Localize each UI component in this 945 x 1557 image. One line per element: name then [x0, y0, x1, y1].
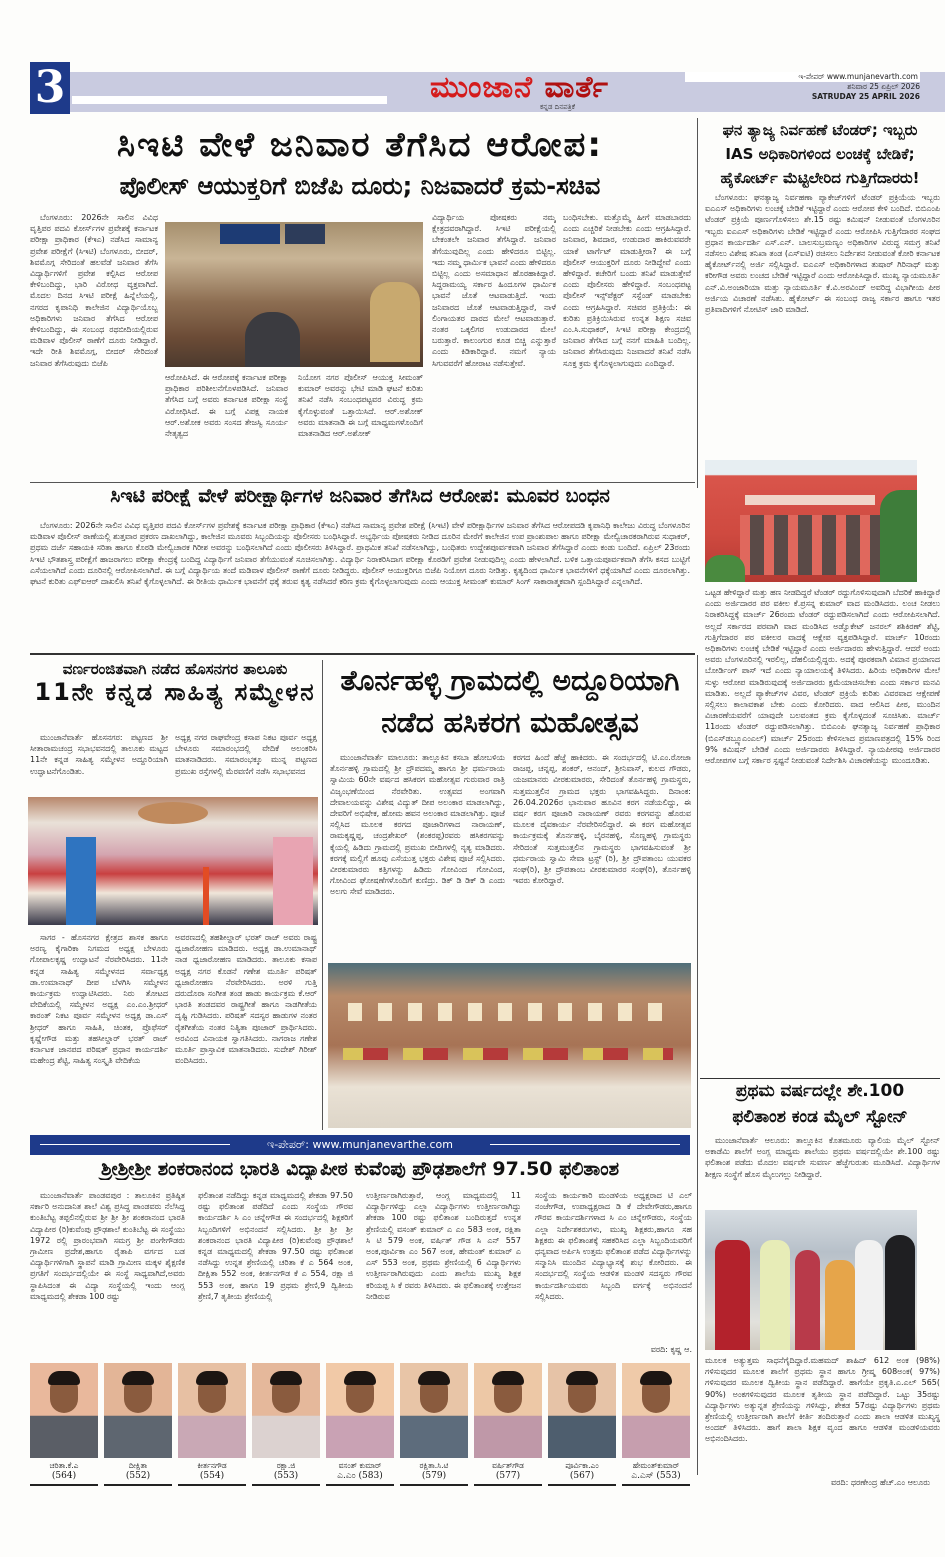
- story3-col2-top: ಅಧ್ಯಕ್ಷ ನಗರ ರಾಘವೇಂದ್ರ ಕಸಾಪ ನಿಕಟ ಪೂರ್ವ ಅಧ್ಯಕ್ಷ ಬೇಳೂರು ಸಮಾರಂಭದಲ್ಲಿ ವೇದಿಕೆ ಅಲಂಕರಿಸಿ ಮಾತನಾಡಿದರು. ಸಮಾರಂಭಕ್ಕೂ ಮುನ್ನ ಪಟ್ಟಣದ ಪ್ರಮುಖ ರಸ್ತೆಗಳಲ್ಲಿ ಮೆರವಣಿಗೆ ನಡೆಸಿ ಸಭಾಭವನದ: [175, 733, 317, 776]
- story5-byline: ವರದಿ: ಕೃಷ್ಣ ಆ.: [650, 1345, 692, 1354]
- student-photo: [622, 1363, 690, 1458]
- student-underline: [622, 1484, 690, 1486]
- story2-body: ಬೆಂಗಳೂರು: 2026ನೇ ಸಾಲಿನ ವಿವಿಧ ವೃತ್ತಿಪರ ಪದವಿ ಕೋರ್ಸ್‌ಗಳ ಪ್ರವೇಶಕ್ಕೆ ಕರ್ನಾಟಕ ಪರೀಕ್ಷಾ ಪ್ರಾಧಿಕಾರ (ಕೆಇಎ) ನಡೆಸಿದ ಸಾಮಾನ್ಯ ಪ್ರವೇಶ ಪರೀಕ್ಷೆ (ಸಿಇಟಿ) ವೇಳೆ ಪರೀಕ್ಷಾರ್ಥಿಗಳ ಜನಿವಾರ ತೆಗೆಸಿದ ಆರೋಪದಡಿ ಕೃಪಾನಿಧಿ ಕಾಲೇಜು ವಿರುದ್ಧ ಬೆಂಗಳೂರಿನ ಮಡಿವಾಳ ಪೊಲೀಸ್ ಠಾಣೆಯಲ್ಲಿ ಶುತ್ತವಾರ ಪ್ರಕರಣ ದಾಖಲಾಗಿದ್ದು, ಕಾಲೇಜಿನ ಮೂವರು ಸಿಬ್ಬಂದಿಯನ್ನು ಪೊಲೀಸರು ಬಂಧಿಸಿದ್ದಾರೆ. ಅಭ್ಯರ್ಥಿಯ ಪೋಷಕರು ನೀಡಿದ ದೂರಿನ ಮೇರೆಗೆ ಕಾಲೇಜಿನ ಉಪ ಪ್ರಾಂಶುಪಾಲ ಹಾಗೂ ಪರೀಕ್ಷಾ ಮೇಲ್ವಿಚಾರಕರಾಗಿರುವ ಸುಧಾಕರ್, ಪ್ರಥಮ ದರ್ಜೆ ಸಹಾಯಕಿ ಸರಿತಾ ಹಾಗೂ ಕೊಠಡಿ ಮೇಲ್ವಿಚಾರಕ ಗಿರೀಶ ಅವರನ್ನು ಬಂಧಿಸಲಾಗಿದೆ ಎಂದು ಪೊಲೀಸರು ತಿಳಿಸಿದ್ದಾರೆ. ಪ್ರಾಥಮಿಕ ತನಿಖೆ ನಡೆಸಲಾಗಿದ್ದು, ಬಂಧಿತರು ಉದ್ದೇಶಪೂರ್ವಕವಾಗಿ ಜನಿವಾರ ತೆಗೆಸಿದ್ದಾರೆ ಎಂದು ಕಂಡು ಬಂದಿದೆ. ಏಪ್ರಿಲ್ 23ರಂದು ಸಿಇಟಿ ಭೌತಶಾಸ್ತ್ರ ಪರೀಕ್ಷೆಗೆ ಹಾಜರಾಗಲು ಪರೀಕ್ಷಾ ಕೇಂದ್ರಕ್ಕೆ ಬಂದಿದ್ದ ವಿದ್ಯಾರ್ಥಿಗೆ ಜನಿವಾರ ತೆಗೆಯುವಂತೆ ಸೂಚಿಸಲಾಗಿತ್ತು. ವಿದ್ಯಾರ್ಥಿ ನಿರಾಕರಿಸಿದಾಗ ಪರೀಕ್ಷಾ ಕೊಠಡಿಗೆ ಪ್ರವೇಶ ನೀಡುವುದಿಲ್ಲ ಎಂದು ಹೇಳಲಾಗಿದೆ. ಬಳಿಕ ಒತ್ತಾಯಪೂರ್ವಕವಾಗಿ ತೆಗೆಸಿ ಕಸದ ಬುಟ್ಟಿಗೆ ಎಸೆಯಲಾಗಿದೆ ಎಂದು ದೂರಿನಲ್ಲಿ ಆರೋಪಿಸಲಾಗಿದೆ. ಈ ಬಗ್ಗೆ ವಿದ್ಯಾರ್ಥಿಯ ತಂದೆ ಮಡಿವಾಳ ಪೊಲೀಸ್ ಠಾಣೆಗೆ ದೂರು ನೀಡಿದ್ದರು. ಪೊಲೀಸ್ ಆಯುಕ್ತರಿಗೂ ಬಿಜೆಪಿ ನಿಯೋಗ ದೂರು ನೀಡಿತ್ತು. ಕೃತ್ಯದಿಂದ ಧಾರ್ಮಿಕ ಭಾವನೆಗಳಿಗೆ ಧಕ್ಕೆಯಾಗಿದೆ ಎಂದು ದೂರಲಾಗಿತ್ತು. ಘಟನೆ ಕುರಿತು ಎಫ್‌ಐಆರ್ ದಾಖಲಿಸಿ ತನಿಖೆ ಕೈಗೊಳ್ಳಲಾಗಿದೆ. ಈ ರೀತಿಯ ಧಾರ್ಮಿಕ ಭಾವನೆಗೆ ಧಕ್ಕೆ ತರುವ ಕೃತ್ಯ ನಡೆಸಿದರೆ ಕಠಿಣ ಕ್ರಮ ಕೈಗೊಳ್ಳಲಾಗುವುದು ಎಂದು ಆಯುಕ್ತ ಸೀಮಂತ್ ಕುಮಾರ್ ಸಿಂಗ್ ಸಾಕಾರಾತ್ಮಕವಾಗಿ ಸ್ಪಂದಿಸಿದ್ದಾರೆ ಎನ್ನಲಾಗಿದೆ.: [30, 521, 690, 587]
- student-score: ಎ.ಎಂ (583): [337, 1471, 383, 1481]
- right-story2-headline: ಪ್ರಥಮ ವರ್ಷದಲ್ಲೇ ಶೇ.100 ಫಲಿತಾಂಶ ಕಂಡ ಮೈಲ್ ಸ್ಟೋನ್: [732, 1081, 908, 1127]
- student-name: ರಕ್ಷಿತಾ.ಸಿ.ಟಿ: [419, 1461, 449, 1470]
- section-divider: [30, 653, 695, 655]
- student-score: (554): [199, 1471, 225, 1481]
- student-score: (552): [125, 1471, 151, 1481]
- student-score: (577): [495, 1471, 521, 1481]
- lead-col3: ನಿಯೋಗ ನಗರ ಪೊಲೀಸ್ ಆಯುಕ್ತ ಸೀಮಂತ್ ಕುಮಾರ್ ಅವರನ್ನು ಭೇಟಿ ಮಾಡಿ ಘಟನೆ ಕುರಿತು ತನಿಖೆ ನಡೆಸಿ ಸಂಬಂಧಪಟ್ಟವರ ವಿರುದ್ಧ ಕ್ರಮ ಕೈಗೊಳ್ಳುವಂತೆ ಒತ್ತಾಯಿಸಿದೆ. ಆರ್.ಅಶೋಕ್ ಅವರು ಮಾತನಾಡಿ ಈ ಬಗ್ಗೆ ಮಾಧ್ಯಮಗಳೊಂದಿಗೆ ಮಾತನಾಡಿದ ಆರ್.ಅಶೋಕ್: [298, 373, 423, 439]
- story4-col1: ಮುಂಜಾನೆವಾರ್ತೆ ಮಾಲೂರು: ತಾಲ್ಲೂಕಿನ ಕಸಬಾ ಹೋಬಳಿಯ ತೊರ್ನಹಳ್ಳಿ ಗ್ರಾಮದಲ್ಲಿ ಶ್ರೀ ದ್ರೌಪದಮ್ಮ ಹಾಗೂ ಶ್ರೀ ಧರ್ಮರಾಯ ಸ್ವಾಮಿಯ 60ನೇ ವರ್ಷದ ಹಸಿಕರಗ ಮಹೋತ್ಸವ ಗುರುವಾರ ರಾತ್ರಿ ವಿಜೃಂಭಣೆಯಿಂದ ನೆರವೇರಿತು. ಉತ್ಸವದ ಅಂಗವಾಗಿ ದೇವಾಲಯವನ್ನು ವಿಶೇಷ ವಿದ್ಯುತ್ ದೀಪ ಅಲಂಕಾರ ಮಾಡಲಾಗಿದ್ದು, ದೇವರಿಗೆ ಅಭಿಷೇಕ, ಹೋಮ ಹವನ ಅಲಂಕಾರ ಮಾಡಲಾಗಿತ್ತು. ಪೂಜೆ ಸಲ್ಲಿಸಿದ ಮೂಲಕ ಕರಗದ ಪೂಜಾರಿಗಳಾದ ನಾರಾಯಣ್, ರಾಮಕೃಷ್ಣಪ್ಪ, ಚಂದ್ರಶೇಖರ್ (ಶಂಕರಪ್ಪ)ರವರು ಹಸಿಕರಗವನ್ನು ಕೈಯಲ್ಲಿ ಹಿಡಿದು ಗ್ರಾಮದಲ್ಲಿ ಪ್ರಮುಖ ಬೀದಿಗಳಲ್ಲಿ ನೃತ್ಯ ಮಾಡಿದರು. ಕರಗಕ್ಕೆ ಮಲ್ಲಿಗೆ ಹೂವು ಎಸೆಯುತ್ತ ಭಕ್ತರು ವಿಶೇಷ ಪೂಜೆ ಸಲ್ಲಿಸಿದರು. ವೀರಕುಮಾರರು ಕತ್ತಿಗಳನ್ನು ಹಿಡಿದು ಗೋವಿಂದ ಗೋವಿಂದ, ಗೋವಿಂದ ಘೋಷಣೆಗಳೊಂದಿಗೆ ಕುಣಿದ್ರು. ಡಿಕ್ ಡಿ ಡಿಕ್ ಡಿ ಎಂದು ಅಲಗು ಸೇವೆ ಮಾಡಿದರು.: [330, 753, 505, 897]
- story5-headline: ಶ್ರೀಶ್ರೀಶ್ರೀ ಶಂಕರಾನಂದ ಭಾರತಿ ವಿದ್ಯಾಪೀಠ ಕುವೆಂಪು ಪ್ರೌಢಶಾಲೆಗೆ 97.50 ಫಲಿತಾಂಶ: [100, 1158, 620, 1180]
- logo-part1: ಮುಂಜಾನೆ: [430, 70, 533, 105]
- story5-col4: ಸಂಸ್ಥೆಯ ಕಾರ್ಯಕಾರಿ ಮಂಡಳಿಯ ಅಧ್ಯಕ್ಷರಾದ ಟಿ ಎಲ್ ನಂಜೇಗೌಡ, ಉಪಾಧ್ಯಕ್ಷರಾದ ಡಿ ಕೆ ದೇವೇಗೌಡರು,ಹಾಗೂ ಗೌರವ ಕಾರ್ಯದರ್ಶಿಗಳಾದ ಸಿ ಎಂ ಚನ್ನೇಗೌಡರು, ಸಂಸ್ಥೆಯ ಎಲ್ಲಾ ನಿರ್ದೇಶಕರುಗಳು, ಮುಖ್ಯ ಶಿಕ್ಷಕರು,ಹಾಗೂ ಸಹ ಶಿಕ್ಷಕರು ಈ ಫಲಿತಾಂಶಕ್ಕೆ ಸಹಕರಿಸಿದ ಎಲ್ಲಾ ಸಿಬ್ಬಂದಿಯವರಿಗೆ ಧನ್ಯವಾದ ಅರ್ಪಿಸಿ ಉತ್ತಮ ಫಲಿತಾಂಶ ಪಡೆದ ವಿದ್ಯಾರ್ಥಿಗಳನ್ನು ಸನ್ಮಾನಿಸಿ ಮುಂದಿನ ವಿದ್ಯಾಭ್ಯಾಸಕ್ಕೆ ಶುಭ ಕೋರಿದರು. ಈ ಸಂದರ್ಭದಲ್ಲಿ ಸಂಸ್ಥೆಯ ಆಡಳಿತ ಮಂಡಳಿ ಸದಸ್ಯರು ಗೌರವ ಕಾರ್ಯದರ್ಶಿಯವರು ಸಿಬ್ಬಂದಿ ವರ್ಗಕ್ಕೆ ಅಭಿನಂದನೆ ಸಲ್ಲಿಸಿದರು.: [535, 1191, 692, 1301]
- student-underline: [400, 1484, 468, 1486]
- right-story-body: ಬೆಂಗಳೂರು: ಘನತ್ಯಾಜ್ಯ ನಿರ್ವಹಣಾ ಪ್ಯಾಕೇಜ್‌ಗಳಿಗೆ ಟೆಂಡರ್ ಪ್ರಕ್ರಿಯೆಯ ಇಬ್ಬರು ಐಎಎಸ್ ಅಧಿಕಾರಿಗಳು ಲಂಚಕ್ಕೆ ಬೇಡಿಕೆ ಇಟ್ಟಿದ್ದಾರೆ ಎಂದು ಆರೋಪ ಕೇಳಿ ಬಂದಿದೆ. ಬಿಬಿಎಂಪಿ ಟೆಂಡರ್ ಪ್ರಕ್ರಿಯೆ ಪೂರ್ಣಗೊಳಿಸಲು ಶೇ.15 ರಷ್ಟು ಕಮಿಷನ್ ನೀಡುವಂತೆ ಬೆಂಗಳೂರಿನ ಇಬ್ಬರು ಐಎಎಸ್ ಅಧಿಕಾರಿಗಳು ಬೇಡಿಕೆ ಇಟ್ಟಿದ್ದಾರೆ ಎಂದು ಆರೋಪಿಸಿ ಗುತ್ತಿಗೆದಾರರ ಸಂಘದ ಪ್ರಧಾನ ಕಾರ್ಯದರ್ಶಿ ಎಸ್.ಎನ್. ಬಾಲಸುಬ್ರಮಣ್ಯಂ ಅಧಿಕಾರಿಗಳ ವಿರುದ್ಧ ಸಮಗ್ರ ತನಿಖೆ ನಡೆಸಲು ವಿಶೇಷ ತನಿಖಾ ತಂಡ (ಎಸ್‌ಐಟಿ) ರಚಿಸಲು ನಿರ್ದೇಶನ ನೀಡುವಂತೆ ಕೋರಿ ಕರ್ನಾಟಕ ಹೈಕೋರ್ಟ್‌ನಲ್ಲಿ ಅರ್ಜಿ ಸಲ್ಲಿಸಿದ್ದಾರೆ. ಐಎಎಸ್ ಅಧಿಕಾರಿಗಳಾದ ತುಷಾರ್ ಗಿರಿನಾಥ್ ಮತ್ತು ಕರೀಗೌಡ ಅವರು ಲಂಚದ ಬೇಡಿಕೆ ಇಟ್ಟಿದ್ದಾರೆ ಎಂದು ಆರೋಪಿಸಿದ್ದಾರೆ. ಮುಖ್ಯ ನ್ಯಾಯಮೂರ್ತಿ ಎನ್.ವಿ.ಅಂಜಾರಿಯಾ ಮತ್ತು ನ್ಯಾಯಮೂರ್ತಿ ಕೆ.ವಿ.ಅರವಿಂದ್ ಅವರಿದ್ದ ವಿಭಾಗೀಯ ಪೀಠ ಅರ್ಜಿಯ ವಿಚಾರಣೆ ನಡೆಸಿತು. ಹೈಕೋರ್ಟ್ ಈ ಸಂಬಂಧ ರಾಜ್ಯ ಸರ್ಕಾರ ಹಾಗೂ ಇತರ ಪ್ರತಿವಾದಿಗಳಿಗೆ ನೋಟಿಸ್ ಜಾರಿ ಮಾಡಿದೆ.: [705, 193, 940, 315]
- student-photo: [104, 1363, 172, 1458]
- page-number: 3: [30, 62, 70, 114]
- student-card: [178, 1363, 246, 1486]
- student-card: [548, 1363, 616, 1486]
- lead-subheadline: ಪೊಲೀಸ್ ಆಯುಕ್ತರಿಗೆ ಬಿಜೆಪಿ ದೂರು; ನಿಜವಾದರೆ ಕ್ರಮ-ಸಚಿವ: [119, 172, 601, 200]
- student-score: (579): [421, 1471, 447, 1481]
- column-divider: [697, 655, 698, 1475]
- website-link[interactable]: ಇ-ಪೇಪರ್ www.munjanevarth.com: [685, 72, 920, 82]
- story3-col1-bottom: ಸಾಗರ - ಹೊಸನಗರ ಕ್ಷೇತ್ರದ ಶಾಸಕ ಹಾಗೂ ಅರಣ್ಯ ಕೈಗಾರಿಕಾ ನಿಗಮದ ಅಧ್ಯಕ್ಷ ಬೇಳೂರು ಗೋಪಾಲಕೃಷ್ಣ ಉದ್ಘಾಟನೆ ನೆರವೇರಿಸಿದರು. 11ನೇ ಕನ್ನಡ ಸಾಹಿತ್ಯ ಸಮ್ಮೇಳನದ ಸರ್ವಾಧ್ಯಕ್ಷ ಡಾ.ಉಮಾನಾಥ್ ದೀಪ ಬೆಳಗಿಸಿ ಸಮ್ಮೇಳನ ಕಾರ್ಯಕ್ರಮ ಉದ್ಘಾಟಿಸಿದರು. ನಿರು ತೋಟದ ವೇದಿಕೆಯಲ್ಲಿ ಸಮ್ಮೇಳನ ಅಧ್ಯಕ್ಷ ಎಂ.ಎಂ.ಶ್ರೀಧರ್ ಕಾರಂತ್ ನಿಕಟ ಪೂರ್ವ ಸಮ್ಮೇಳನ ಅಧ್ಯಕ್ಷ ಡಾ.ಎಸ್ ಶ್ರೀಧರ್ ಹಾಗೂ ಸಾಹಿತಿ, ಚಿಂತಕ, ಪ್ರೊಫೆಸರ್ ಕೃಷ್ಣೇಗೌಡ ಮತ್ತು ತಹಸೀಲ್ದಾರ್ ಭರತ್ ರಾಜ್ ಕರ್ನಾಟಕ ಜಾನಪದ ಪರಿಷತ್ ಪ್ರಧಾನ ಕಾರ್ಯದರ್ಶಿ ಮಹೇಂದ್ರ ಶೆಟ್ಟಿ, ಸಾಹಿತ್ಯ ಸಂಸ್ಕೃತಿ ವೇದಿಕೆಯ: [30, 933, 168, 1066]
- student-photo: [548, 1363, 616, 1458]
- student-card: [104, 1363, 172, 1486]
- logo-part2: ವಾರ್ತೆ: [544, 70, 609, 105]
- student-card: [30, 1363, 98, 1486]
- photo-milestone-felicitation: [705, 1210, 917, 1350]
- student-underline: [326, 1484, 394, 1486]
- photo-bjp-delegation: [165, 222, 423, 367]
- student-name: ರಕ್ಷಾ.ಜಿ: [276, 1461, 296, 1470]
- date-kannada: ಶನಿವಾರ 25 ಏಪ್ರಿಲ್ 2026: [847, 82, 920, 91]
- lead-col2: ಆರೋಪಿಸಿದೆ. ಈ ಆರೋಪಕ್ಕೆ ಕರ್ನಾಟಕ ಪರೀಕ್ಷಾ ಪ್ರಾಧಿಕಾರ ಪರಿಶೀಲನೆಗೊಳಪಡಿಸಿದೆ. ಜನಿವಾರ ತೆಗೆಸಿದ ಬಗ್ಗೆ ಅವರು ಕರ್ನಾಟಕ ಪರೀಕ್ಷಾ ಸಂಸ್ಥೆ ವಿರೋಧಿಸಿದೆ. ಈ ಬಗ್ಗೆ ವಿಪಕ್ಷ ನಾಯಕ ಆರ್.ಅಶೋಕ ಅವರು ಸಂಸದ ತೇಜಸ್ವಿ ಸೂರ್ಯ ನೇತೃತ್ವದ: [165, 373, 288, 439]
- student-underline: [30, 1484, 98, 1486]
- lead-col5: ಬಂಧಿಸಬೇಕು. ಮತ್ತೊಮ್ಮೆ ಹೀಗೆ ಮಾಡಬಾರದು ಎಂದು ಎಚ್ಚರಿಕೆ ನೀಡಬೇಕು ಎಂದು ಆಗ್ರಹಿಸಿದ್ದಾರೆ. ಜನಿವಾರ, ಶಿವದಾರ, ಉಡುದಾರ ಹಾಕಿರುವವರೇ ಯಾಕೆ ಟಾರ್ಗೆಟ್ ಮಾಡುತ್ತೀರಾ? ಈ ಬಗ್ಗೆ ಪೊಲೀಸ್ ಆಯುಕ್ತರಿಗೆ ದೂರು ನೀಡಿದ್ದೇವೆ ಎಂದು ಹೇಳಿದ್ದಾರೆ. ಕಚೇರಿಗೆ ಬಂದು ತನಿಖೆ ಮಾಡುತ್ತೇವೆ ಎಂದು ಪೊಲೀಸರು ಹೇಳಿದ್ದಾರೆ. ಸಂಬಂಧಪಟ್ಟ ಪೊಲೀಸ್ ಇನ್ಸ್‌ಪೆಕ್ಟರ್ ಸಸ್ಪೆಂಡ್ ಮಾಡಬೇಕು ಎಂದು ಆಗ್ರಹಿಸಿದ್ದಾರೆ. ಸಚಿವರ ಪ್ರತಿಕ್ರಿಯೆ: ಈ ಕುರಿತು ಪ್ರತಿಕ್ರಿಯಿಸಿರುವ ಉನ್ನತ ಶಿಕ್ಷಣ ಸಚಿವ ಎಂ.ಸಿ.ಸುಧಾಕರ್, ಸಿಇಟಿ ಪರೀಕ್ಷಾ ಕೇಂದ್ರದಲ್ಲಿ ಜನಿವಾರ ತೆಗೆಸಿದ ಬಗ್ಗೆ ನನಗೆ ಮಾಹಿತಿ ಬಂದಿಲ್ಲ. ಜನಿವಾರ ತೆಗೆಸಿರುವುದು ನಿಜವಾದರೆ ತನಿಖೆ ನಡೆಸಿ ಸೂಕ್ತ ಕ್ರಮ ಕೈಗೊಳ್ಳಲಾಗುವುದು ಎಂದಿದ್ದಾರೆ.: [563, 213, 691, 368]
- lead-headline: ಸಿಇಟಿ ವೇಳೆ ಜನಿವಾರ ತೆಗೆಸಿದ ಆರೋಪ:: [117, 125, 603, 165]
- right-story2-body: ಮುಂಜಾನೆವಾರ್ತೆ ಆಲೂರು: ತಾಲ್ಲೂಕಿನ ಕೊತಮೂರು ವ್ಯಾಲಿಯ ಮೈಲ್ ಸ್ಟೋನ್ ಅಕಾಡೆಮಿ ಶಾಲೆಗೆ ಅಂಗ್ಲ ಮಾಧ್ಯಮ ಶಾಲೆಯು ಪ್ರಥಮ ವರ್ಷದಲ್ಲಿಯೇ ಶೇ.100 ರಷ್ಟು ಫಲಿತಾಂಶ ಪಡೆದು ಮೊದಲ ವರ್ಷವೇ ಸುವರ್ಣ ಹೆಜ್ಜೆಗುರುತು ಮೂಡಿಸಿದೆ. ವಿದ್ಯಾರ್ಥಿಗಳ ಶೀಕ್ಷಣ ಸಂಸ್ಥೆಗೆ ಹೊಸ ಮೈಲುಗಲ್ಲು ನೀಡಿದ್ದಾರೆ.: [705, 1136, 940, 1179]
- story2-headline: ಸಿಇಟಿ ಪರೀಕ್ಷೆ ವೇಳೆ ಪರೀಕ್ಷಾರ್ಥಿಗಳ ಜನಿವಾರ ತೆಗೆಸಿದ ಆರೋಪ: ಮೂವರ ಬಂಧನ: [110, 485, 610, 507]
- student-card: [622, 1363, 690, 1486]
- column-divider: [697, 118, 698, 488]
- story5-col1: ಮುಂಜಾನೆವಾರ್ತೆ ಪಾಂಡವಪುರ : ತಾಲೂಕಿನ ಪ್ರತಿಷ್ಠಿತ ಸರ್ಕಾರಿ ಅನುದಾನಿತ ಶಾಲೆ ವಿಶ್ವ ಪ್ರಸಿದ್ಧ ಪಾಂಡವರು ನೆಲೆಸಿದ್ದ ಕುಂತಿಬೆಟ್ಟ ತಪ್ಪಲಿನಲ್ಲಿರುವ ಶ್ರೀ ಶ್ರೀ ಶ್ರೀ ಶಂಕರಾನಂದ ಭಾರತಿ ವಿದ್ಯಾಪೀಠ (ರಿ)ಕುವೆಂಪು ಪ್ರೌಢಶಾಲೆ ಕುಂತಿಬೆಟ್ಟ ಈ ಸಂಸ್ಥೆಯು 1972 ರಲ್ಲಿ ಪ್ರಾರಂಭವಾಗಿ ಸಮಗ್ರ ಶ್ರೀ ಪಂಗೇಗೌಡರು ಗ್ರಾಮೀಣ ಪ್ರದೇಶ,ಹಾಗೂ ರೈತಾಪಿ ವರ್ಗದ ಬಡ ವಿದ್ಯಾರ್ಥಿಗಳಿಗಾಗಿ ಸ್ಥಾಪನೆ ಮಾಡಿ ಗ್ರಾಮೀಣ ಮಕ್ಕಳ ಶೈಕ್ಷಣಿಕ ಪ್ರಗತಿಗೆ ಸಂದರ್ಭದಲ್ಲಿಯೇ ಈ ಸಂಸ್ಥೆ ಸಾಧ್ಯವಾಗಿದೆ,ಅವರು ಸ್ಥಾಪಿಸಿದಂತ ಈ ವಿದ್ಯಾ ಸಂಸ್ಥೆಯಲ್ಲಿ ಇಂದು ಆಂಗ್ಲ ಮಾಧ್ಯಮದಲ್ಲಿ ಶೇಕಡಾ 100 ರಷ್ಟು: [30, 1191, 185, 1301]
- story4-headline: ತೊರ್ನಹಳ್ಳಿ ಗ್ರಾಮದಲ್ಲಿ ಅದ್ದೂರಿಯಾಗಿ ನಡೆದ ಹಸಿಕರಗ ಮಹೋತ್ಸವ: [340, 664, 680, 739]
- student-name: ಕೀರ್ತನಗೌಡ: [197, 1461, 227, 1470]
- student-card: [400, 1363, 468, 1486]
- story3-headline: ವರ್ಣರಂಜಿತವಾಗಿ ನಡೆದ ಹೊಸನಗರ ತಾಲೂಕು 11ನೇ ಕನ್ನಡ ಸಾಹಿತ್ಯ ಸಮ್ಮೇಳನ: [34, 660, 316, 706]
- right-story-body-continued: ಒಟ್ಟಡ ಹೇಳಿದ್ದಾರೆ ಮತ್ತು ಹಣ ನೀಡದಿದ್ದರೆ ಟೆಂಡರ್ ರದ್ದುಗೊಳಿಸುವುದಾಗಿ ಬೆದರಿಕೆ ಹಾಕಿದ್ದಾರೆ ಎಂದು ಅರ್ಜಿದಾರರ ಪರ ವಕೀಲ ಕೆ.ಪ್ರಸನ್ನ ಕುಮಾರ್ ವಾದ ಮಂಡಿಸಿದರು. ಲಂಚ ನೀಡಲು ನಿರಾಕರಿಸಿದ್ದಕ್ಕೆ ಮಾರ್ಚ್ 26ರಂದು ಟೆಂಡರ್ ರದ್ದುಪಡಿಸಲಾಗಿದೆ ಎಂದು ಆರೋಪಿಸಲಾಗಿದೆ. ಅಲ್ಲದೆ ಸರ್ಕಾರದ ಪರವಾಗಿ ವಾದ ಮಂಡಿಸಿದ ಅಡ್ವೊಕೇಟ್ ಜನರಲ್ ಶಶಿಕಿರಣ್ ಶೆಟ್ಟಿ, ಗುತ್ತಿಗೆದಾರರ ಪರ ವಕೀಲರ ವಾದಕ್ಕೆ ಆಕ್ಷೇಪ ವ್ಯಕ್ತಪಡಿಸಿದ್ದಾರೆ. ಮಾರ್ಚ್ 10ರಂದು ಅಧಿಕಾರಿಗಳು ಲಂಚಕ್ಕೆ ಬೇಡಿಕೆ ಇಟ್ಟಿದ್ದಾರೆ ಎಂದು ಅರ್ಜಿದಾರರು ಹೇಳುತ್ತಿದ್ದಾರೆ. ಆದರೆ ಅಂದು ಅವರು ಬೆಂಗಳೂರಿನಲ್ಲಿ ಇರಲಿಲ್ಲ, ದೆಹಲಿಯಲ್ಲಿದ್ದರು. ಅದಕ್ಕೆ ಪೂರಕವಾಗಿ ವಿಮಾನ ಪ್ರಯಾಣದ ಬೋರ್ಡಿಂಗ್ ಪಾಸ್ ಇದೆ ಎಂದು ನ್ಯಾಯಾಲಯಕ್ಕೆ ತಿಳಿಸಿದರು. ಹಿರಿಯ ಅಧಿಕಾರಿಗಳ ಮೇಲೆ ಸುಳ್ಳು ಆರೋಪ ಮಾಡಿರುವುದಕ್ಕೆ ಅರ್ಜಿದಾರರು ಕ್ಷಮೆಯಾಚಿಸಬೇಕು ಎಂದು ಸರ್ಕಾರ ಮನವಿ ಮಾಡಿತು. ಅಲ್ಲದೆ ಪ್ಯಾಕೇಜ್‌ಗಳ ವಿವರ, ಟೆಂಡರ್ ಪ್ರಕ್ರಿಯೆ ಕುರಿತು ವಿವರವಾದ ಆಕ್ಷೇಪಣೆ ಸಲ್ಲಿಸಲು ಕಾಲಾವಕಾಶ ಬೇಕು ಎಂದು ಕೋರಿದರು. ವಾದ ಆಲಿಸಿದ ಪೀಠ, ಮುಂದಿನ ವಿಚಾರಣೆಯವರೆಗೆ ಯಾವುದೇ ಬಲವಂತದ ಕ್ರಮ ಕೈಗೊಳ್ಳದಂತೆ ಸೂಚಿಸಿತು. ಮಾರ್ಚ್ 11ರಂದು ಟೆಂಡರ್ ರದ್ದುಪಡಿಸಲಾಗಿತ್ತು. ಬಿಬಿಎಂಪಿ ಘನತ್ಯಾಜ್ಯ ನಿರ್ವಹಣೆ ಪ್ರಾಧಿಕಾರ (ಬಿಎಸ್‌ಡಬ್ಲ್ಯೂಎಂಎಲ್) ಮಾರ್ಚ್ 25ರಂದು ಕೇಳಿಸಲಾದ ಪ್ರಮಾಣಪತ್ರದಲ್ಲಿ 15% ರಿಂದ 9% ಕಮಿಷನ್ ಬೇಡಿಕೆ ಎಂದು ಅರ್ಜಿದಾರರು ತಿಳಿಸಿದ್ದಾರೆ. ನ್ಯಾಯಪೀಠವು ಅರ್ಜಿದಾರರ ಆರೋಪಗಳ ಬಗ್ಗೆ ಸರ್ಕಾರ ಸ್ಪಷ್ಟನೆ ನೀಡುವಂತೆ ನಿರ್ದೇಶಿಸಿ ವಿಚಾರಣೆಯನ್ನು ಮುಂದೂಡಿತು.: [705, 588, 940, 766]
- student-name: ದೀಕ್ಷಿತಾ: [128, 1461, 148, 1470]
- logo-subtitle: ಕನ್ನಡ ದಿನಪತ್ರಿಕೆ: [540, 103, 576, 111]
- student-name: ವಸಂತ್ ಕುಮಾರ್: [338, 1461, 382, 1470]
- student-photo: [326, 1363, 394, 1458]
- lead-col4: ವಿದ್ಯಾರ್ಥಿಯ ಪೋಷಕರು ನಮ್ಮ ಕ್ಷೇತ್ರದವರಾಗಿದ್ದಾರೆ. ಸಿಇಟಿ ಪರೀಕ್ಷೆಯಲ್ಲಿ ಬೇಕಂತಲೇ ಜನಿವಾರ ತೆಗೆಸಿದ್ದಾರೆ. ಜನಿವಾರ ತೆಗೆಯುವುದಿಲ್ಲ ಎಂದು ಹೇಳಿದರೂ ಬಿಟ್ಟಿಲ್ಲ. ಇದು ನಮ್ಮ ಧಾರ್ಮಿಕ ಭಾವನೆ ಎಂದು ಹೇಳಿದರೂ ಬಿಟ್ಟಿಲ್ಲ ಎಂದು ಅಸಮಾಧಾನ ಹೊರಹಾಕಿದ್ದಾರೆ. ಸಿದ್ದರಾಮಯ್ಯ ಸರ್ಕಾರ ಹಿಂದೂಗಳ ಧಾರ್ಮಿಕ ಭಾವನೆ ಜೊತೆ ಆಟವಾಡುತ್ತಿದೆ. ಇಂದು ಜನಿವಾರದ ಜೊತೆ ಆಟವಾಡುತ್ತಿದ್ದಾರೆ, ನಾಳೆ ಲಿಂಗಾಯತರ ದಾರದ ಮೇಲೆ ಆಟವಾಡುತ್ತಾರೆ. ನಂತರ ಒಕ್ಕಲಿಗರ ಉಡುದಾರದ ಮೇಲೆ ಬರುತ್ತಾರೆ. ಕಾಲುಂಗುರ ಕೂಡ ಬಿಚ್ಚಿ ಎನ್ನುತ್ತಾರೆ ಎಂದು ಕಿಡಿಕಾರಿದ್ದಾರೆ. ನಮಗೆ ನ್ಯಾಯ ಸಿಗುವವರೆಗೆ ಹೋರಾಟ ನಡೆಸುತ್ತೇವೆ.: [432, 213, 556, 368]
- student-card: [326, 1363, 394, 1486]
- student-photo: [30, 1363, 98, 1458]
- student-photo: [252, 1363, 320, 1458]
- student-photo: [400, 1363, 468, 1458]
- student-underline: [178, 1484, 246, 1486]
- student-score: (553): [273, 1471, 299, 1481]
- epaper-url[interactable]: ಇ-ಪೇಪರ್: www.munjanevarthe.com: [267, 1138, 453, 1151]
- lead-col1: ಬೆಂಗಳೂರು: 2026ನೇ ಸಾಲಿನ ವಿವಿಧ ವೃತ್ತಿಪರ ಪದವಿ ಕೋರ್ಸ್‌ಗಳ ಪ್ರವೇಶಕ್ಕೆ ಕರ್ನಾಟಕ ಪರೀಕ್ಷಾ ಪ್ರಾಧಿಕಾರ (ಕೆಇಎ) ನಡೆಸಿದ ಸಾಮಾನ್ಯ ಪ್ರವೇಶ ಪರೀಕ್ಷೆಗೆ (ಸಿಇಟಿ) ಬೆಂಗಳೂರು, ಬೀದರ್, ಶಿವಮೊಗ್ಗ ಸೇರಿದಂತೆ ಹಲವೆಡೆ ಜನಿವಾರ ತೆಗೆಸಿ ವಿದ್ಯಾರ್ಥಿಗಳಿಗೆ ಪ್ರವೇಶ ಕಲ್ಪಿಸಿದ ಆರೋಪ ಕೇಳಿಬಂದಿದ್ದು, ಭಾರಿ ವಿರೋಧ ವ್ಯಕ್ತವಾಗಿದೆ. ಮೊದಲ ದಿನದ ಸಿಇಟಿ ಪರೀಕ್ಷೆ ಹಿನ್ನೆಲೆಯಲ್ಲಿ, ನಗರದ ಕೃಪಾನಿಧಿ ಕಾಲೇಜಿನ ವಿದ್ಯಾರ್ಥಿಯೊಬ್ಬ ಅಧಿಕಾರಿಗಳು ಜನಿವಾರ ತೆಗೆಸಿದ ಆರೋಪ ಕೇಳಿಬಂದಿದ್ದು, ಈ ಸಂಬಂಧ ರಥಬೀದಿಯಲ್ಲಿರುವ ಮಡಿವಾಳ ಪೊಲೀಸ್ ಠಾಣೆಗೆ ದೂರು ನೀಡಿದ್ದಾರೆ. ಇದೇ ರೀತಿ ಶಿವಮೊಗ್ಗ, ಬೀದರ್ ಸೇರಿದಂತೆ ಜನಿವಾರ ತೆಗೆಸಿರುವುದು ಬಿಜೆಪಿ: [30, 213, 158, 368]
- student-score: ಎ.ಎಸ್ (553): [631, 1471, 681, 1481]
- dateline: [685, 72, 920, 102]
- student-underline: [252, 1484, 320, 1486]
- date-english: SATRUDAY 25 APRIL 2026: [811, 92, 920, 101]
- student-name: ವರ್ಷಿತ್‌ಗೌಡ: [492, 1461, 524, 1470]
- right-story2-body-continued: ಮೂಲಕ ಅತ್ಯುತ್ತಮ ಸಾಧನೆಗೈದಿದ್ದಾರೆ.ಮಹಮದ್ ಶಾಹಿದ್ 612 ಅಂಕ (98%) ಗಳಿಸುವುದರ ಮೂಲಕ ಶಾಲೆಗೆ ಪ್ರಥಮ ಸ್ಥಾನ ಹಾಗೂ ಗ್ರೀಷ್ಮ 608ಅಂಕ( 97%) ಗಳಿಸುವುದರ ಮೂಲಕ ದ್ವಿತೀಯ ಸ್ಥಾನ ಪಡೆದಿದ್ದಾರೆ. ಹಾಗೆಯೇ ಪ್ರಕೃತಿ.ಎ.ಎಲ್ 565( 90%) ಅಂಕಗಳಿಸುವುದರ ಮೂಲಕ ತೃತೀಯ ಸ್ಥಾನ ಪಡೆದಿದ್ದಾರೆ. ಒಟ್ಟು 35ರಷ್ಟು ವಿದ್ಯಾರ್ಥಿಗಳು ಅತ್ಯುನ್ನತ ಶ್ರೇಣಿಯನ್ನು ಗಳಿಸಿದ್ದು, ಶೇಕಡ 57ರಷ್ಟು ವಿದ್ಯಾರ್ಥಿಗಳು ಪ್ರಥಮ ಶ್ರೇಣಿಯಲ್ಲಿ ಉತ್ತೀರ್ಣರಾಗಿ ಶಾಲೆಗೆ ಕೀರ್ತಿ ತಂದಿರುತ್ತಾರೆ ಎಂದು ಶಾಲಾ ಆಡಳಿತ ಮುಖ್ಯಸ್ಥ ಅಂದಪ್ ತಿಳಿಸಿದರು. ಹಾಗೆ ಶಾಲಾ ಶಿಕ್ಷಕ ವೃಂದ ಹಾಗೂ ಆಡಳಿತ ಮಂಡಳಿಯವರು ಅಭಿನಂದಿಸಿದರು.: [705, 1356, 940, 1444]
- column-divider: [322, 660, 323, 1130]
- story3-col1-top: ಮುಂಜಾನೆವಾರ್ತೆ ಹೊಸನಗರ: ಪಟ್ಟಣದ ಶ್ರೀ ಸೀತಾರಾಮಚಂದ್ರ ಸಭಾಭವನದಲ್ಲಿ ತಾಲೂಕು ಮಟ್ಟದ 11ನೇ ಕನ್ನಡ ಸಾಹಿತ್ಯ ಸಮ್ಮೇಳನ ಅದ್ದೂರಿಯಾಗಿ ಉದ್ಘಾಟನೆಗೊಂಡಿತು.: [30, 733, 168, 776]
- student-underline: [474, 1484, 542, 1486]
- student-name: ಪೂರ್ವಿಕಾ.ಎಂ: [565, 1461, 599, 1470]
- student-photo: [178, 1363, 246, 1458]
- right-story2-byline: ವರದಿ: ಧರಣೇಂದ್ರ ಹೆಚ್.ಎಂ ಆಲೂರು: [831, 1478, 930, 1487]
- photo-high-court: [705, 460, 917, 582]
- story3-col2-bottom: ಅವರಣದಲ್ಲಿ ತಹಶೀಲ್ದಾರ್ ಭರತ್ ರಾಜ್ ಅವರು ರಾಷ್ಟ್ರ ಧ್ವಜಾರೋಹಣ ಮಾಡಿದರು. ಅಧ್ಯಕ್ಷ ಡಾ.ಉಮಾನಾಥ್ ನಾಡ ಧ್ವಜಾರೋಹಣ ಮಾಡಿದರು. ತಾಲೂಕು ಕಸಾಪ ಅಧ್ಯಕ್ಷ ನಗರ ಕೊಡನೆ ಗಣೇಶ ಮೂರ್ತಿ ಪರಿಷತ್ ಧ್ವಜಾರೋಹಣ ನೆರವೇರಿಸಿದರು. ಅರಳಿ ಗುತ್ತಿ ದರುದೊರಾ ಸಂಗೀತ ತಂಡ ಹಾಡು ಕಾರ್ಯಕ್ರಮ ಕೆ.ಆರ್ ಭಾರತಿ ತಂಡದವರ ರಾಷ್ಟ್ರಗೀತೆ ಹಾಗೂ ನಾಡಗೀತೆಯ ದೃಷ್ಟಿ ಗುಡಿಸಿದರು. ಪರಿಷತ್ ಸದಸ್ಯರ ಹಾಡುಗಳ ನಂತರ ರೈತಗೀತೆಯ ನಂತರ ನಿತ್ಯಿತಾ ಪೂಜಾರ್ ಪ್ರಾರ್ಥಿಸಿದರು. ಅರವಿಂದ ವಿನಾಯಕ ಸ್ವಾಗತಿಸಿದರು. ನಾಗರಾಜ ಗಣೇಶ ಮೂರ್ತಿ ಪ್ರಾಸ್ತಾವಿಕ ಮಾತನಾಡಿದರು. ಸುದೇಶ್ ಗಿರೀಶ್ ವಂದಿಸಿದರು.: [175, 933, 317, 1066]
- student-score: (564): [51, 1471, 77, 1481]
- newspaper-logo: [430, 70, 609, 105]
- story5-col3: ಉತ್ತೀರ್ಣರಾಗಿರುತ್ತಾರೆ, ಆಂಗ್ಲ ಮಾಧ್ಯಮದಲ್ಲಿ 11 ವಿದ್ಯಾರ್ಥಿಗಳಿದ್ದು ಎಲ್ಲಾ ವಿದ್ಯಾರ್ಥಿಗಳು ಉತ್ತೀರ್ಣರಾಗಿದ್ದು ಶೇಕಡಾ 100 ರಷ್ಟು ಫಲಿತಾಂಶ ಬಂದಿರುತ್ತದೆ ಉನ್ನತ ಶ್ರೇಣಿಯಲ್ಲಿ ವಸಂತ್ ಕುಮಾರ್ ಎ ಎಂ 583 ಅಂಕ, ರಕ್ಷಿತಾ ಸಿ ಟಿ 579 ಅಂಕ, ವರ್ಷಿತ್ ಗೌಡ ಸಿ ಎನ್ 557 ಅಂಕ,ಪೂರ್ವಿಕಾ ಎಂ 567 ಅಂಕ, ಹೇಮಂತ್ ಕುಮಾರ್ ಎ ಎಸ್ 553 ಅಂಕ, ಪ್ರಥಮ ಶ್ರೇಣಿಯಲ್ಲಿ 6 ವಿದ್ಯಾರ್ಥಿಗಳು ಉತ್ತೀರ್ಣರಾಗಿರುವುದು ಎಂದು ಶಾಲೆಯ ಮುಖ್ಯ ಶಿಕ್ಷಕ ಕರಿಯಪ್ಪ ಸಿ ಕೆ ರವರು ತಿಳಿಸಿದರು. ಈ ಫಲಿತಾಂಶಕ್ಕೆ ಉತ್ತೇಜನ ನೀಡಿರುವ: [366, 1191, 521, 1301]
- student-score: (567): [569, 1471, 595, 1481]
- epaper-banner: [30, 1135, 690, 1155]
- student-photo: [474, 1363, 542, 1458]
- student-name: ಚರಿತಾ.ಕೆ.ಎ: [49, 1461, 79, 1470]
- masthead-divider: [72, 96, 387, 104]
- story4-col2: ಕರಗದ ಹಿಂದೆ ಹೆಜ್ಜೆ ಹಾಕಿದರು. ಈ ಸಂದರ್ಭದಲ್ಲಿ ಟಿ.ಎಂ.ರೋಜಾ ರಾಜಪ್ಪ, ಚನ್ನಪ್ಪ, ಶಂಕರ್, ಆನಂದ್, ಶ್ರೀನಿವಾಸ್, ಕುಲದ ಗೌಡರು, ಯಜಮಾನರು ವೀರಕುಮಾರರು, ಸೇರಿದಂತೆ ತೊರ್ನಹಳ್ಳಿ ಗ್ರಾಮಸ್ಥರು, ಸುತ್ತಮುತ್ತಲಿನ ಗ್ರಾಮದ ಭಕ್ತರು ಭಾಗವಹಿಸಿದ್ದರು. ದಿನಾಂಕ: 26.04.2026ರ ಭಾನುವಾರ ಹೂವಿನ ಕರಗ ನಡೆಯಲಿದ್ದು, ಈ ವರ್ಷ ಕರಗ ಪೂಜಾರಿ ನಾರಾಯಣ್ ರವರು ಕರಗವನ್ನು ಹೊರುವ ಮೂಲಕ ದೈವಕಾರ್ಯ ನೆರವೇರಿಸಲಿದ್ದಾರೆ. ಈ ಕರಗ ಮಹೋತ್ಸವ ಕಾರ್ಯಕ್ರಮಕ್ಕೆ ತೊರ್ನಹಳ್ಳಿ, ಬೈರನಹಳ್ಳಿ, ಸೊಣ್ಣಹಳ್ಳಿ ಗ್ರಾಮಸ್ಥರು ಸೇರಿದಂತೆ ಸುತ್ತಮುತ್ತಲಿನ ಗ್ರಾಮಸ್ಥರು ಭಾಗವಹಿಸುವಂತೆ ಶ್ರೀ ಧರ್ಮರಾಯ ಸ್ವಾಮಿ ಸೇವಾ ಟ್ರಸ್ಟ್ (ರಿ), ಶ್ರೀ ದ್ರೌಪತಾಂಬ ಯುವಕರ ಸಂಘ(ರಿ), ಶ್ರೀ ದ್ರೌಪತಾಂಬ ವೀರಕುಮಾರರ ಸಂಘ(ರಿ), ತೊರ್ನಹಳ್ಳಿ ಇವರು ಕೋರಿದ್ದಾರೆ.: [513, 753, 691, 886]
- student-underline: [104, 1484, 172, 1486]
- student-underline: [548, 1484, 616, 1486]
- student-name: ಹೇಮಂತ್‌ಕುಮಾರ್: [632, 1461, 680, 1470]
- photo-karaga-festival: [328, 963, 691, 1128]
- student-card: [252, 1363, 320, 1486]
- photo-sahitya-sammelana: [28, 797, 318, 925]
- story5-col2: ಫಲಿತಾಂಶ ನಡೆದಿದ್ದು ಕನ್ನಡ ಮಾಧ್ಯಮದಲ್ಲಿ ಶೇಕಡಾ 97.50 ರಷ್ಟು ಫಲಿತಾಂಶ ಪಡೆದಿದೆ ಎಂದು ಸಂಸ್ಥೆಯ ಗೌರವ ಕಾರ್ಯದರ್ಶಿ ಸಿ ಎಂ ಚನ್ನೇಗೌಡ ಈ ಸಂದರ್ಭದಲ್ಲಿ ಶಿಕ್ಷಕರಿಗೆ ಸಿಬ್ಬಂದಿಗಳಿಗೆ ಅಭಿನಂದನೆ ಸಲ್ಲಿಸಿದರು. ಶ್ರೀ ಶ್ರೀ ಶ್ರೀ ಶಂಕರಾನಂದ ಭಾರತಿ ವಿದ್ಯಾಪೀಠ (ರಿ)ಕುವೆಂಪು ಪ್ರೌಢಶಾಲೆ ಕನ್ನಡ ಮಾಧ್ಯಮದಲ್ಲಿ ಶೇಕಡಾ 97.50 ರಷ್ಟು ಫಲಿತಾಂಶ ನಡೆಸಿದ್ದು ಉನ್ನತ ಶ್ರೇಣಿಯಲ್ಲಿ ಚರಿತಾ ಕೆ ಎ 564 ಅಂಕ, ದೀಕ್ಷಿತಾ 552 ಅಂಕ, ಕೀರ್ತನಗೌಡ ಕೆ ಎ 554, ರಕ್ಷಾ ಜಿ 553 ಅಂಕ, ಹಾಗೂ 19 ಪ್ರಥಮ ಶ್ರೇಣಿ,9 ದ್ವಿತೀಯ ಶ್ರೇಣಿ,7 ತೃತೀಯ ಶ್ರೇಣಿಯಲ್ಲಿ: [198, 1191, 353, 1301]
- student-card: [474, 1363, 542, 1486]
- right-story-headline: ಘನ ತ್ಯಾಜ್ಯ ನಿರ್ವಹಣೆ ಟೆಂಡರ್; ಇಬ್ಬರು IAS ಅಧಿಕಾರಿಗಳಿಂದ ಲಂಚಕ್ಕೆ ಬೇಡಿಕೆ; ಹೈಕೋರ್ಟ್ ಮೆಟ್ಟಿಲೇರಿದ ಗುತ್ತಿಗೆದಾರರು!: [720, 121, 920, 187]
- section-divider: [30, 482, 695, 483]
